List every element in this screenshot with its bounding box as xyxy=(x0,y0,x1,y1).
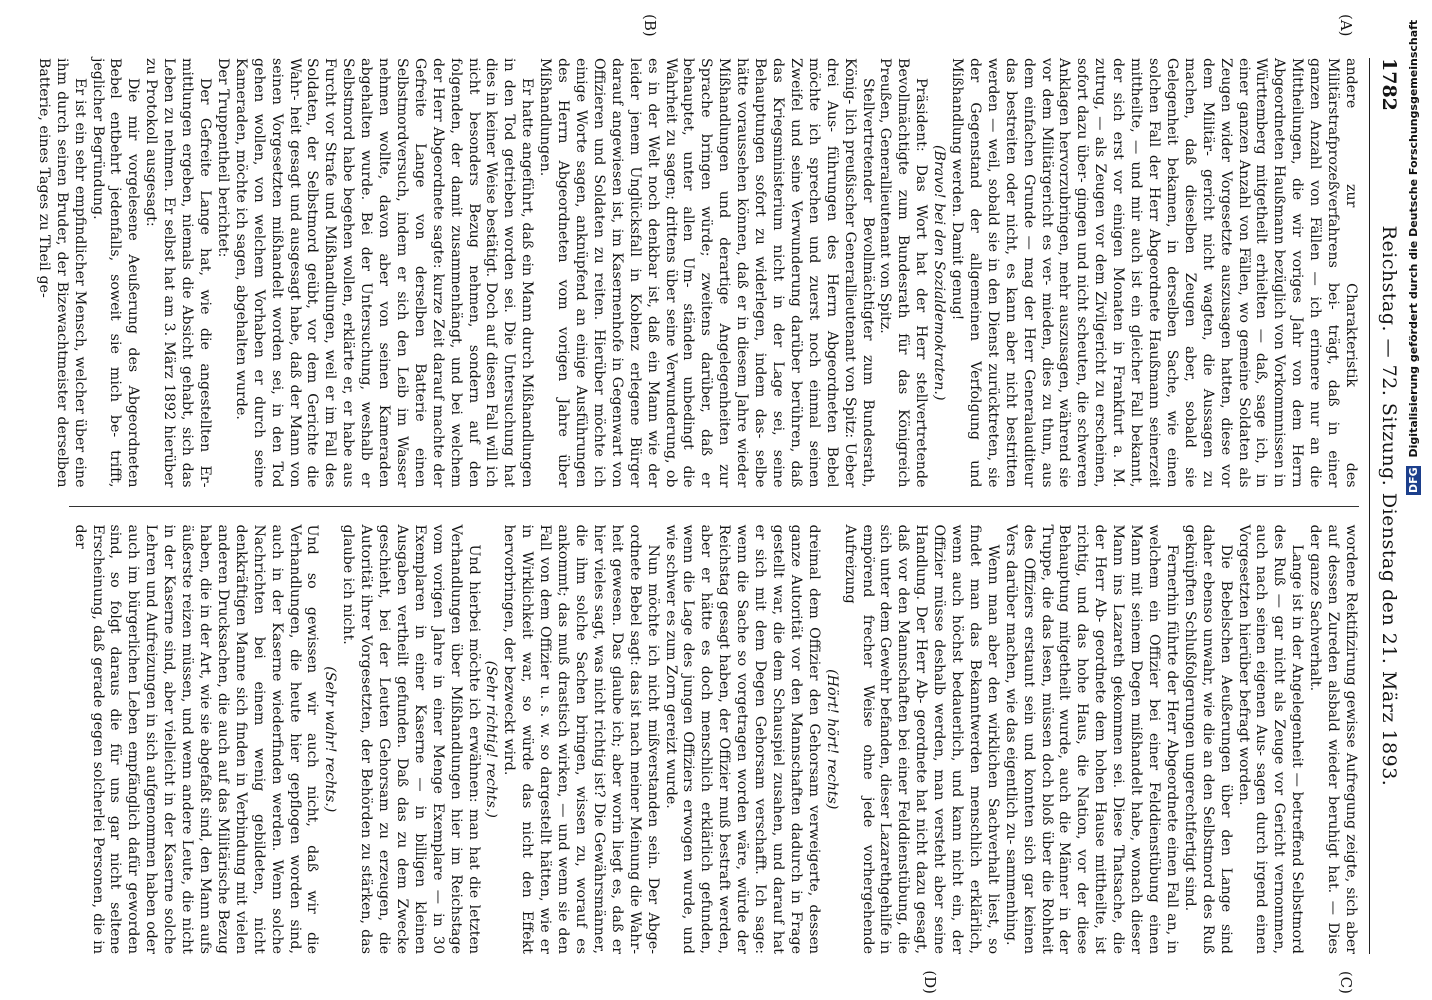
paragraph: Die Bebelschen Aeußerungen über den Lange sind daher ebenso unwahr, wie die an den Selbstmord des Ruß geknüpften Schlußfolgerungen ungerechtfertigt sind. xyxy=(1181,524,1234,954)
margin-marker-a: (A) xyxy=(1337,14,1355,37)
header-title: Reichstag. — 72. Sitzung. Dienstag den 21. März 1893. xyxy=(1378,225,1400,787)
digitization-credit xyxy=(1406,20,1428,980)
text-columns xyxy=(35,14,1359,994)
paragraph: Und so gewissen wir auch nicht, daß wir die Verhandlungen, die heute hier gepflogen worden sind, auch in der Kaserne wiederfinden werden. Wenn solche Nachrichten bei einem wenig gebildeten, nicht denkkräftigen Manne sich finden in Verbindung mit vielen anderen Drucksachen, die auch auf das Militärische Bezug haben, die in der Art, wie sie abgefaßt sind, den Mann aufs äußerste reizen müssen, und wenn andere Leute, die nicht in der Kaserne sind, aber vielleicht in der Kaserne solche Lehren und Aufreizungen in sich aufgenommen haben oder auch im bürgerlichen Leben empfänglich dafür geworden sind, so folgt daraus die für uns gar nicht seltene Erscheinung, daß gerade gegen solcherlei Personen, die in der xyxy=(71,524,321,954)
credit-text: Digitalisierung gefördert durch die Deutsche Forschungsgemeinschaft xyxy=(1407,20,1420,458)
paragraph: Er ist ein sehr empfindlicher Mensch, welcher über eine ihm durch seinen Bruder, der Bizewachtmeister derselben Batterie, eines Tages zu Theil ge- xyxy=(35,58,88,488)
interjection: (Sehr wahr! rechts.) xyxy=(322,666,339,813)
left-column xyxy=(35,58,1359,506)
paragraph: Nun möchte ich nicht mißverstanden sein. Der Abge- ordnete Bebel sagt: das ist nach meiner Meinung die Wahr- heit gewesen. Das glaube ich; aber worin liegt es, daß er hier vieles sagt, was nicht richtig ist? Die Gewährsmänner, die ihm solche Sachen bringen, wissen zu, worauf es ankommt; das muß drastisch wirken, — und wenn sie den Fall von dem Offizier u. s. w. so dargestellt hätten, wie er in Wirklichkeit war, so würde das nicht den Effekt hervorbringen, der bezweckt wird. xyxy=(501,524,661,954)
paragraph: Er hatte angeführt, daß ein Mann durch Mißhandlungen in den Tod getrieben worden sei. Die Untersuchung hat dies in keiner Weise bestätigt. Doch auf diesen Fall will ich nicht besonders Bezug nehmen, sondern auf den folgenden, der damit zusammenhängt, und bei welchem der Herr Abgeordnete sagte: kurze Zeit darauf machte der Gefreite Lange von derselben Batterie einen Selbstmordversuch, indem er sich den Leib im Wasser nehmen wollte, davon aber von seinen Kameraden abgehalten wurde. Bei der Untersuchung, weshalb er Selbstmord habe begehen wollen, erklärte er, er habe aus Furcht vor Strafe und Mißhandlungen, weil er im Fall des Soldaten, der Selbstmord geübt, vor dem Gerichte die Wahr- heit gesagt und ausgesagt habe, daß der Mann von seinen Vorgesetzten mißhandelt worden sei, in den Tod gehen wollen, von welchem Vorhaben er durch seine Kameraden, möchte ich sagen, abgehalten wurde. xyxy=(232,58,536,488)
paragraph: Der Gefreite Lange hat, wie die angestellten Er- mittlungen ergeben, niemals die Absicht gehabt, sich das Leben zu nehmen. Er selbst hat am 3. März 1892 hierüber zu Protokoll ausgesagt: xyxy=(143,58,213,488)
paragraph: Und hierbei möchte ich erwähnen: man hat die letzten Verhandlungen über Mißhandlungen hier im Reichstage vom vorigen Jahre in einer Menge Exemplare — in 30 Exemplaren in einer Kaserne — in billigen kleinen Ausgaben vertheilt gefunden. Daß das zu dem Zwecke geschieht, bei der Leuten Gehorsam zu erzeugen, die Autorität ihrer Vorgesetzten, der Behörden zu stärken, das glaube ich nicht. xyxy=(340,524,482,954)
paragraph: andere zur Charakteristik des Militärstrafprozeßverfahrens bei- trägt, daß in einer ganzen Anzahl von Fällen — ich erinnere nur an die Mittheilungen, die wir voriges Jahr von dem Herrn Abgeordneten Haußmann bezüglich von Vorkommnissen in Württemberg mitgetheilt erhielten — daß, sage ich, in einer ganzen Anzahl von Fällen, wo gemeine Soldaten als Zeugen wider Vorgesetzte auszusagen hatten, diese vor dem Militär- gericht nicht wagten, die Aussagen zu machen, daß dieselben Zeugen aber, sobald sie Gelegenheit bekamen, in derselben Sache, wie einen solchen Fall der Herr Abgeordnete Haußmann seinerzeit mittheilte, — und mir auch ist ein gleicher Fall bekannt, der sich erst vor einigen Monaten in Frankfurt a. M. zutrug, — als Zeugen vor dem Zivilgericht zu erscheinen, sofort dazu über- gingen und nicht scheuten, die schweren Anklagen hervorzubringen, mehr auszusagen, während sie vor dem Militärgericht es ver- mieden, dies zu thun, aus dem einfachen Grunde — mag der Herr Generalauditeur das bestreiten oder nicht, es kann aber nicht bestritten werden — weil, sobald sie in den Dienst zurücktreten, sie der Gegenstand der allgemeinen Verfolgung und Mißhandlung werden. Damit genug! xyxy=(949,58,1359,488)
margin-marker-b: (B) xyxy=(641,14,659,37)
margin-marker-c: (C) xyxy=(1337,970,1355,994)
paragraph: Die mir vorgelesene Aeußerung des Abgeordneten Bebel entbehrt jedenfalls, soweit sie mich be- trifft, jeglicher Begründung. xyxy=(89,58,142,488)
paragraph: Wenn man aber den wirklichen Sachverhalt liest, so findet man das Bekanntwerden menschlich erklärlich, wenn auch höchst bedauerlich, und kann nicht ein, der Offizier müsse deshalb werden, man versteht aber seine Handlung. Der Herr Ab- geordnete hat nicht dazu gesagt, daß vor den Mannschaften bei einer Felddienstübung, die sich unter dem Gewehr befanden, dieser Lazarethgehilfe in empörend frecher Weise ohne jede vorhergehende Aufreizung xyxy=(841,524,1001,955)
interjection: (Sehr richtig! rechts.) xyxy=(483,660,500,818)
page-header xyxy=(1369,58,1404,954)
paragraph: wordene Rektifizirung gewisse Aufregung zeigte, sich aber auf dessen Zureden alsbald wieder beruhigt hat. — Dies der ganze Sachverhalt. xyxy=(1307,524,1359,954)
dfg-logo: DFG xyxy=(1407,467,1420,494)
paragraph: Der Truppentheil berichtet: xyxy=(214,58,231,258)
speaker-paragraph: Präsident: Das Wort hat der Herr stellvertretende Bevollmächtigte zum Bundesrath für das Königreich Preußen, Generallieutenant von Spitz. xyxy=(877,58,930,488)
paragraph: dreimal dem Offizier den Gehorsam verweigerte, dessen ganze Autorität vor den Mannschaften dadurch in Frage gestellt war, die dem Schauspiel zusahen, und darauf hat er sich mit dem Degen Gehorsam verschafft. Ich sage: wenn die Sache so vorgetragen worden wäre, würde der Reichstag gesagt haben, der Offizier muß bestraft werden, aber er hätte es doch menschlich erklärlich gefunden, wenn die Lage des jungen Offiziers erwogen wurde, und wie schwer es zum Zorn gereizt wurde. xyxy=(662,524,822,954)
paragraph: Lange ist in der Angelegenheit — betreffend Selbstmord des Ruß — gar nicht als Zeuge vor Gericht vernommen, auch nach seinen eigenen Aus- sagen durch irgend einen Vorgesetzten hierüber befragt worden. xyxy=(1235,524,1306,954)
paragraph: Stellvertretender Bevollmächtigter zum Bundesrath, König- lich preußischer Generallieutenant von Spitz: Ueber drei Aus- führungen des Herrn Abgeordneten Bebel möchte ich sprechen und zuerst noch einmal seinen Zweifel und seine Verwunderung darüber berühren, daß das Kriegsministerium nicht in der Lage sei, seine Behauptungen sofort zu widerlegen, indem das- selbe hätte voraussehen können, daß er in diesem Jahre wieder Mißhandlungen und derartige Angelegenheiten zur Sprache bringen würde; zweitens darüber, daß er behauptet, unter allen Um- ständen unbedingt die Wahrheit zu sagen; drittens über seine Verwunderung, ob es in der Welt noch denkbar ist, daß ein Mann wie der leider jenem Unglücksfall in Koblenz erlegene Bürger darauf angewiesen ist, im Kasernenhofe in Gegenwart von Offizieren und Soldaten zu reiten. Hierüber möchte ich einige Worte sagen, anknüpfend an einige Ausführungen des Herrn Abgeordneten vom vorigen Jahre über Mißhandlungen. xyxy=(537,58,876,488)
interjection: (Hört! hört! rechts) xyxy=(823,669,840,810)
right-column xyxy=(69,506,1359,955)
document-page xyxy=(32,0,1432,1000)
page-number: 1782 xyxy=(1378,58,1400,111)
paragraph: Fernerhin führte der Herr Abgeordnete einen Fall an, in welchem ein Offizier bei einer Felddienstübung einen Mann mit seinem Degen mißhandelt habe, wonach dieser Mann ins Lazareth gekommen sei. Diese Thatsache, die der Herr Ab- geordnete dem hohen Hause mittheilte, ist richtig, und das hohe Haus, die Nation, vor der diese Behauptung mitgetheilt wurde, auch die Männer in der Truppe, die das lesen, müssen doch bloß über die Rohheit des Offiziers erstaunt sein und konnten sich gar keinen Vers darüber machen, wie das eigentlich zu- sammenhing. xyxy=(1002,524,1180,954)
interjection: (Bravo! bei den Sozialdemokraten.) xyxy=(931,145,948,401)
margin-marker-d: (D) xyxy=(921,970,939,994)
